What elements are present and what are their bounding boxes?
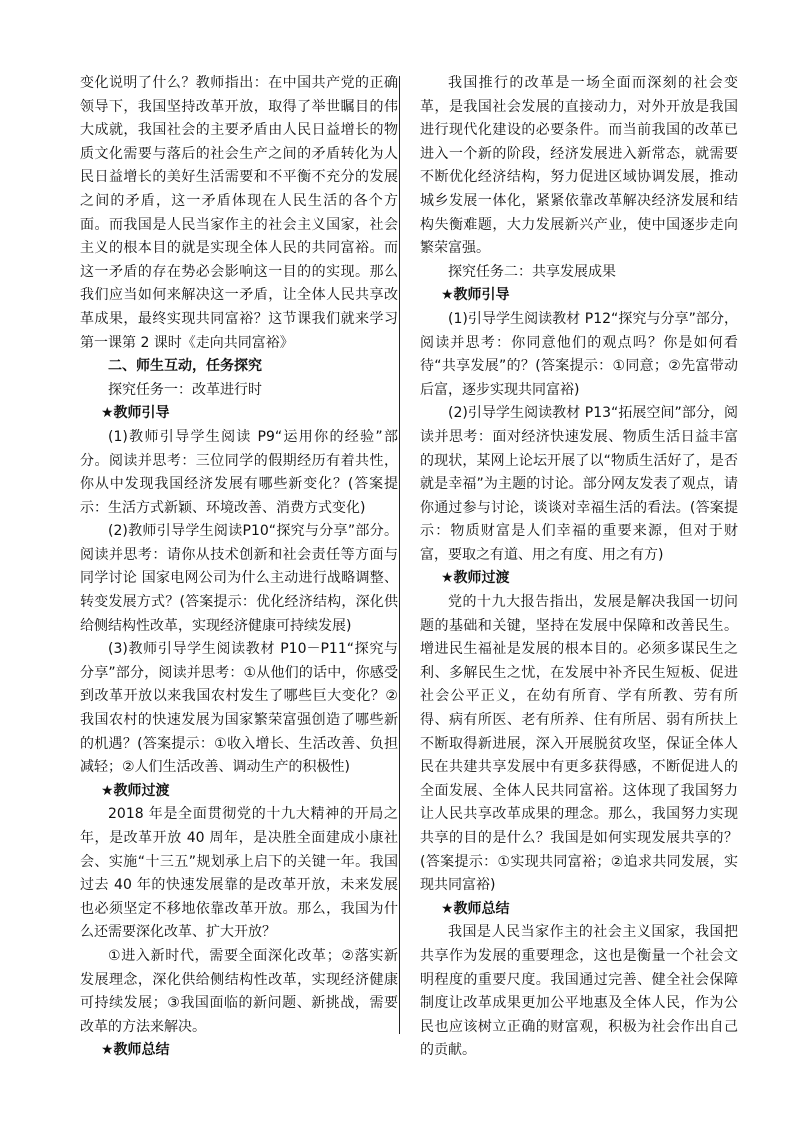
teacher-transition-heading: ★教师过渡 bbox=[101, 782, 170, 799]
paragraph: (3)教师引导学生阅读教材 P10－P11“探究与分享”部分，阅读并思考：①从他们的话中，你感受到改革开放以来我国农村发生了哪些巨大变化？②我国农村的快速发展为国家繁荣富强创造了哪些新的机遇？(答案提示：①收入增长、生活改善、负担减轻；②人们生活改善、调动生产的积极性) bbox=[80, 641, 398, 776]
teacher-summary-heading: ★教师总结 bbox=[101, 1042, 170, 1059]
paragraph: 我国推行的改革是一场全面而深刻的社会变革，是我国社会发展的直接动力，对外开放是我国进行现代化建设的必要条件。而当前我国的改革已进入一个新的阶段，经济发展进入新常态，就需要不断优化经济结构，努力促进区域协调发展，推动城乡发展一体化，紧紧依靠改革解决经济发展和结构失衡难题，大力发展新兴产业，使中国逐步走向繁荣富强。 bbox=[420, 75, 738, 257]
paragraph: 我国是人民当家作主的社会主义国家，我国把共享作为发展的重要理念，这也是衡量一个社会文明程度的重要尺度。我国通过完善、健全社会保障制度让改革成果更加公平地惠及全体人民，作为公民也应该树立正确的财富观，积极为社会作出自己的贡献。 bbox=[420, 924, 738, 1059]
paragraph: (1)引导学生阅读教材 P12“探究与分享”部分，阅读并思考：你同意他们的观点吗？你是如何看待“共享发展”的？(答案提示：①同意；②先富带动后富，逐步实现共同富裕) bbox=[420, 310, 738, 398]
paragraph: 变化说明了什么？教师指出：在中国共产党的正确领导下，我国坚持改革开放，取得了举世瞩目的伟大成就，我国社会的主要矛盾由人民日益增长的物质文化需要与落后的社会生产之间的矛盾转化为人民日益增长的美好生活需要和不平衡不充分的发展之间的矛盾，这一矛盾体现在人民生活的各个方面。而我国是人民当家作主的社会主义国家，社会主义的根本目的就是实现全体人民的共同富裕。而这一矛盾的存在势必会影响这一目的的实现。那么我们应当如何来解决这一矛盾，让全体人民共享改革成果，最终实现共同富裕？这节课我们就来学习第一课第 2 课时《走向共同富裕》 bbox=[80, 75, 398, 351]
paragraph: ①进入新时代，需要全面深化改革；②落实新发展理念，深化供给侧结构性改革，实现经济健康可持续发展；③我国面临的新问题、新挑战，需要改革的方法来解决。 bbox=[80, 947, 398, 1035]
teacher-transition-heading: ★教师过渡 bbox=[441, 570, 510, 587]
teacher-guide-heading: ★教师引导 bbox=[441, 287, 510, 304]
paragraph: 2018 年是全面贯彻党的十九大精神的开局之年，是改革开放 40 周年，是决胜全面建成小康社会、实施“十三五”规划承上启下的关键一年。我国过去 40 年的快速发展靠的是改革开放，未来发展也必须坚定不移地依靠改革开放。那么，我国为什么还需要深化改革、扩大开放？ bbox=[80, 806, 398, 941]
teacher-summary-heading: ★教师总结 bbox=[441, 900, 510, 917]
task-title: 探究任务二：共享发展成果 bbox=[448, 263, 616, 280]
teacher-guide-heading: ★教师引导 bbox=[101, 405, 170, 422]
column-divider bbox=[399, 76, 400, 1034]
left-column bbox=[80, 72, 398, 1063]
paragraph: (2)教师引导学生阅读P10“探究与分享”部分。阅读并思考：请你从技术创新和社会责任等方面与同学讨论 国家电网公司为什么主动进行战略调整、转变发展方式？(答案提示：优化经济结构，深化供给侧结构性改革，实现经济健康可持续发展) bbox=[80, 523, 398, 634]
right-column bbox=[420, 72, 738, 1063]
paragraph: (1)教师引导学生阅读 P9“运用你的经验”部分。阅读并思考：三位同学的假期经历有着共性，你从中发现我国经济发展有哪些新变化？(答案提示：生活方式新颖、环境改善、消费方式变化) bbox=[80, 428, 398, 516]
task-title: 探究任务一：改革进行时 bbox=[108, 381, 262, 398]
section-heading: 二、师生互动，任务探究 bbox=[108, 358, 262, 375]
paragraph: 党的十九大报告指出，发展是解决我国一切问题的基础和关键，坚持在发展中保障和改善民生。增进民生福祉是发展的根本目的。必须多谋民生之利、多解民生之忧，在发展中补齐民生短板、促进社会公平正义，在幼有所育、学有所教、劳有所得、病有所医、老有所养、住有所居、弱有所扶上不断取得新进展，深入开展脱贫攻坚，保证全体人民在共建共享发展中有更多获得感，不断促进人的全面发展、全体人民共同富裕。这体现了我国努力让人民共享改革成果的理念。那么，我国努力实现共享的目的是什么？我国是如何实现发展共享的？(答案提示：①实现共同富裕；②追求共同发展，实现共同富裕) bbox=[420, 594, 738, 894]
paragraph: (2)引导学生阅读教材 P13“拓展空间”部分，阅读并思考：面对经济快速发展、物质生活日益丰富的现状，某网上论坛开展了以“物质生活好了，是否就是幸福”为主题的讨论。部分网友发表了观点，请你通过参与讨论，谈谈对幸福生活的看法。(答案提示：物质财富是人们幸福的重要来源，但对于财富，要取之有道、用之有度、用之有方) bbox=[420, 405, 738, 563]
